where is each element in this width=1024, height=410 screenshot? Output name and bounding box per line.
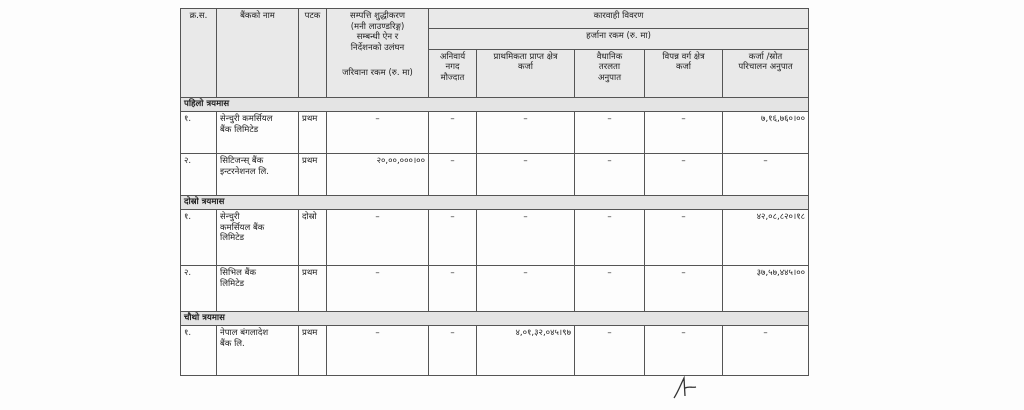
aml-header-line4: निर्देशनको उलंघन bbox=[350, 42, 405, 53]
crr-header-line3: मौज्दात bbox=[440, 73, 465, 84]
cell-aml: – bbox=[327, 266, 429, 312]
bank-name-line: इन्टरनेशनल लि. bbox=[220, 166, 269, 177]
action-header: कारवाही विवरण bbox=[429, 9, 809, 29]
bank-name-line: सेन्चुरी bbox=[220, 212, 240, 222]
cell-crr: – bbox=[429, 112, 477, 154]
cell-priority: – bbox=[477, 154, 575, 196]
cell-sn: २. bbox=[181, 154, 217, 196]
priority-header-line1: प्राथमिकता प्राप्त क्षेत्र bbox=[493, 51, 558, 62]
table-row bbox=[181, 326, 809, 376]
crr-header-line2: नगद bbox=[445, 62, 460, 73]
section-title: चौथो त्रयमास bbox=[181, 312, 809, 326]
cell-bank bbox=[217, 112, 299, 154]
cell-deprived: – bbox=[645, 266, 723, 312]
col-header-count: पटक bbox=[299, 9, 327, 98]
cell-bank bbox=[217, 154, 299, 196]
col-header-aml bbox=[327, 9, 429, 98]
cell-priority: – bbox=[477, 210, 575, 266]
cell-priority: ४,०१,३२,०४५।९७ bbox=[477, 326, 575, 376]
cell-sn: १. bbox=[181, 326, 217, 376]
cell-crr: – bbox=[429, 154, 477, 196]
aml-header-fine: जरिवाना रकम (रु. मा) bbox=[342, 67, 413, 78]
bank-name-line: कमर्सियल बैंक bbox=[220, 222, 265, 233]
cd-header-line1: कर्जा /स्रोत bbox=[748, 51, 783, 62]
header-row-1 bbox=[181, 9, 809, 29]
table-row bbox=[181, 154, 809, 196]
penalty-table bbox=[180, 8, 809, 376]
table-row bbox=[181, 210, 809, 266]
section-row bbox=[181, 196, 809, 210]
col-header-priority bbox=[477, 49, 575, 97]
aml-header-line3: सम्बन्धी ऐन र bbox=[356, 32, 399, 43]
bank-name-line: सेन्चुरी कमर्सियल bbox=[220, 114, 273, 124]
bank-name-line: सिभिल बैंक bbox=[220, 268, 256, 278]
col-header-crr bbox=[429, 49, 477, 97]
section-row bbox=[181, 98, 809, 112]
penalty-header: हर्जाना रकम (रु. मा) bbox=[429, 29, 809, 49]
col-header-deprived bbox=[645, 49, 723, 97]
cell-deprived: – bbox=[645, 210, 723, 266]
signature-mark bbox=[672, 374, 698, 402]
cell-deprived: – bbox=[645, 112, 723, 154]
cell-cd-ratio: ४२,०८,८२०।१८ bbox=[723, 210, 809, 266]
aml-header-line1: सम्पत्ति शुद्धीकरण bbox=[350, 11, 405, 21]
deprived-header-line2: कर्जा bbox=[675, 62, 692, 73]
crr-header-line1: अनिवार्य bbox=[439, 51, 466, 62]
section-title: पहिलो त्रयमास bbox=[181, 98, 809, 112]
table-row bbox=[181, 266, 809, 312]
col-header-cd-ratio bbox=[723, 49, 809, 97]
col-header-sn: क्र.स. bbox=[181, 9, 217, 98]
cell-count: प्रथम bbox=[299, 112, 327, 154]
priority-header-line2: कर्जा bbox=[517, 62, 534, 73]
cell-aml: – bbox=[327, 210, 429, 266]
cell-sn: १. bbox=[181, 210, 217, 266]
bank-name-line: लिमिटेड bbox=[220, 233, 245, 244]
cell-crr: – bbox=[429, 326, 477, 376]
cell-count: प्रथम bbox=[299, 154, 327, 196]
bank-name-line: लिमिटेड bbox=[220, 278, 245, 289]
cell-bank bbox=[217, 326, 299, 376]
cell-bank bbox=[217, 210, 299, 266]
cell-count: दोस्रो bbox=[299, 210, 327, 266]
cell-deprived: – bbox=[645, 154, 723, 196]
cell-slr: – bbox=[575, 266, 645, 312]
cell-slr: – bbox=[575, 210, 645, 266]
cell-aml: २०,००,०००।०० bbox=[327, 154, 429, 196]
cell-slr: – bbox=[575, 326, 645, 376]
aml-header-line2: (मनी लाउण्डरिङ्ग) bbox=[350, 21, 405, 32]
cell-crr: – bbox=[429, 266, 477, 312]
cell-aml: – bbox=[327, 326, 429, 376]
cell-crr: – bbox=[429, 210, 477, 266]
col-header-slr bbox=[575, 49, 645, 97]
bank-name-line: सिटिजन्स् बैंक bbox=[220, 156, 264, 166]
cell-deprived: – bbox=[645, 326, 723, 376]
cell-count: प्रथम bbox=[299, 266, 327, 312]
col-header-bank: बैंकको नाम bbox=[217, 9, 299, 98]
slr-header-line2: तरलता bbox=[598, 62, 621, 73]
slr-header-line1: वैधानिक bbox=[596, 51, 623, 62]
cell-slr: – bbox=[575, 154, 645, 196]
cell-cd-ratio: – bbox=[723, 154, 809, 196]
table-row bbox=[181, 112, 809, 154]
deprived-header-line1: विपन्न वर्ग क्षेत्र bbox=[662, 51, 705, 62]
cell-count: प्रथम bbox=[299, 326, 327, 376]
cell-sn: १. bbox=[181, 112, 217, 154]
section-title: दोस्रो त्रयमास bbox=[181, 196, 809, 210]
bank-name-line: नेपाल बंगलादेश bbox=[220, 328, 269, 338]
cell-sn: २. bbox=[181, 266, 217, 312]
cell-slr: – bbox=[575, 112, 645, 154]
bank-name-line: बैंक लि. bbox=[220, 338, 245, 349]
cell-priority: – bbox=[477, 112, 575, 154]
cd-header-line2: परिचालन अनुपात bbox=[738, 62, 793, 73]
cell-priority: – bbox=[477, 266, 575, 312]
section-row bbox=[181, 312, 809, 326]
cell-bank bbox=[217, 266, 299, 312]
bank-name-line: बैंक लिमिटेड bbox=[220, 124, 259, 135]
cell-cd-ratio: ७,१६,७६०।०० bbox=[723, 112, 809, 154]
cell-aml: – bbox=[327, 112, 429, 154]
slr-header-line3: अनुपात bbox=[597, 73, 622, 84]
cell-cd-ratio: ३७,५७,४४५।०० bbox=[723, 266, 809, 312]
cell-cd-ratio: – bbox=[723, 326, 809, 376]
